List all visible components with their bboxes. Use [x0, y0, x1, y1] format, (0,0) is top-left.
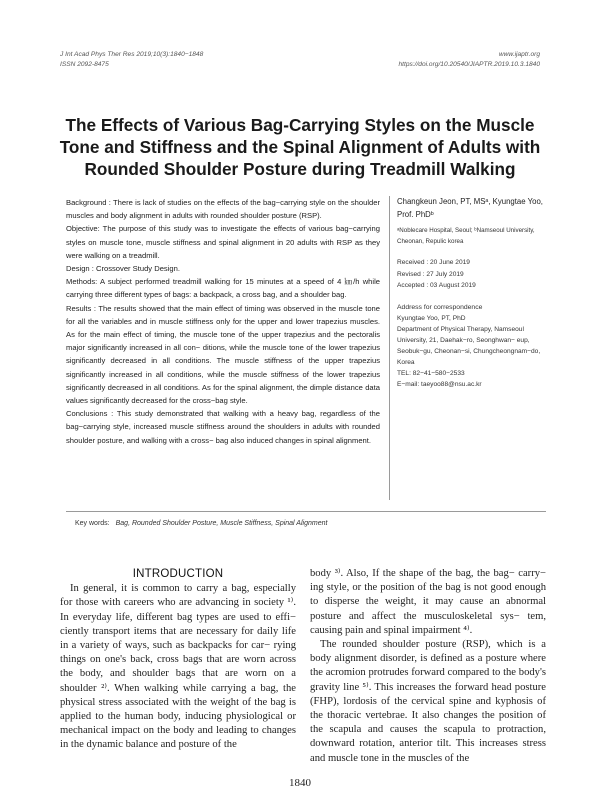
keywords-divider [66, 511, 546, 512]
authors: Changkeun Jeon, PT, MSᵃ, Kyungtae Yoo, Prof. PhDᵇ [397, 197, 543, 219]
intro-paragraph-1-continued: body ³⁾. Also, If the shape of the bag, the bag− carry− ing style, or the position of the bag is not good enough to disperse the weight, it may cause an abnormal posture and affect the musculoskeletal sys− tem, causing pain and spinal impairment ⁴⁾. [310, 568, 546, 636]
accepted-date: Accepted : 03 August 2019 [397, 282, 476, 289]
correspondence-heading: Address for correspondence [397, 303, 483, 311]
correspondence-tel: TEL: 82−41−580−2533 [397, 369, 465, 377]
left-column [60, 567, 296, 753]
abstract-results: Results : The results showed that the main effect of timing was observed in the muscle tone for all the variables and in muscle stiffness only for the upper and lower trapezius muscles. As for the main effect of timing, the muscle tone of the upper trapezius and the pectoralis major significantly increased in all con− ditions, while the muscle tone of the lower trapezius significantly decreased in all conditions. The muscle stiffness of the upper trapezius significantly increased in all conditions, while the muscle stiffness of the lower trapezius significantly decreased in all conditions. As for the spinal alignment, the dimple distance data values significantly decreased for the cross−bag style. [66, 303, 380, 406]
keywords-values: Bag, Rounded Shoulder Posture, Muscle Stiffness, Spinal Alignment [115, 520, 328, 527]
doi-link[interactable]: https://doi.org/10.20540/JIAPTR.2019.10.3.1840 [398, 61, 540, 68]
abstract-objective: Objective: The purpose of this study was to investigate the effects of various bag−carrying styles on muscle tone, muscle stiffness and spinal alignment in 20 adults with RSP as they were walking on a treadmill. [66, 224, 380, 260]
abstract-conclusions: Conclusions : This study demonstrated that walking with a heavy bag, regardless of the bag−carrying style, increased muscle stiffness around the shoulders in adults with rounded shoulder posture, and walking with a cross− bag also induced changes in spinal alignment. [66, 409, 380, 445]
journal-citation: J Int Acad Phys Ther Res 2019;10(3):1840−1848 [60, 51, 204, 58]
introduction-heading: INTRODUCTION [132, 568, 224, 580]
column-divider [389, 196, 390, 500]
journal-header-left [60, 50, 203, 70]
paper-title: The Effects of Various Bag-Carrying Styles on the Muscle Tone and Stiffness and the Spinal Alignment of Adults with Rounded Shoulder Posture during Treadmill Walking [59, 115, 541, 179]
article-info-sidebar [397, 196, 545, 390]
abstract [66, 196, 380, 447]
abstract-background: Background : There is lack of studies on the effects of the bag−carrying style on the shoulder muscles and body alignment in adults with rounded shoulder posture (RSP). [66, 198, 380, 221]
intro-paragraph-1: In general, it is common to carry a bag, especially for those with careers who are advancing in society ¹⁾. In everyday life, different bag types are used to effi− ciently transport items that are necessary for daily life in a variety of ways, such as backpacks for car− rying things on one's back, cross bags that are worn across the body, and shoulder bags that are worn on a shoulder ²⁾. When walking while carrying a bag, the physical stress associated with the weight of the bag is applied to the human body, inducing physiological or mechanical impact on the body and leading to changes in the dynamic balance and posture of the [60, 583, 296, 751]
intro-paragraph-2: The rounded shoulder posture (RSP), which is a body alignment disorder, is defined as a posture where the acromion protrudes forward compared to the body's gravity line ⁵⁾. This increases the forward head posture (FHP), lordosis of the cervical spine and kyphosis of the thoracic vertebrae. It also changes the position of the scapula and causes the scapula to protraction, downward rotation, anterior tilt. This increases stress and muscle tone in the muscles of the [310, 639, 546, 764]
keywords [75, 518, 327, 530]
correspondence-email[interactable]: E−mail: taeyoo88@nsu.ac.kr [397, 380, 482, 388]
abstract-methods: Methods: A subject performed treadmill walking for 15 minutes at a speed of 4 ㎞/h while carrying three different types of bags: a backpack, a cross bag, and a shoulder bag. [66, 277, 380, 300]
keywords-label: Key words: [75, 520, 110, 527]
journal-header-right [399, 50, 541, 70]
correspondence-name: Kyungtae Yoo, PT, PhD [397, 314, 466, 322]
correspondence [397, 302, 545, 390]
revised-date: Revised : 27 July 2019 [397, 270, 464, 278]
issn: ISSN 2092-8475 [60, 61, 109, 68]
right-column [310, 567, 546, 766]
journal-website-link[interactable]: www.ijaptr.org [498, 51, 540, 58]
correspondence-address: Department of Physical Therapy, Namseoul University, 21, Daehak−ro, Seonghwan− eup, Seobuk−gu, Cheonan−si, Chungcheongnam−do, Korea [397, 325, 541, 366]
page-number: 1840 [289, 777, 311, 789]
abstract-design: Design : Crossover Study Design. [66, 264, 180, 274]
received-date: Received : 20 June 2019 [397, 259, 470, 266]
affiliations: ᵃNoblecare Hospital, Seoul; ᵇNamseoul University, Cheonan, Repulic korea [397, 227, 535, 245]
article-dates [397, 257, 545, 292]
